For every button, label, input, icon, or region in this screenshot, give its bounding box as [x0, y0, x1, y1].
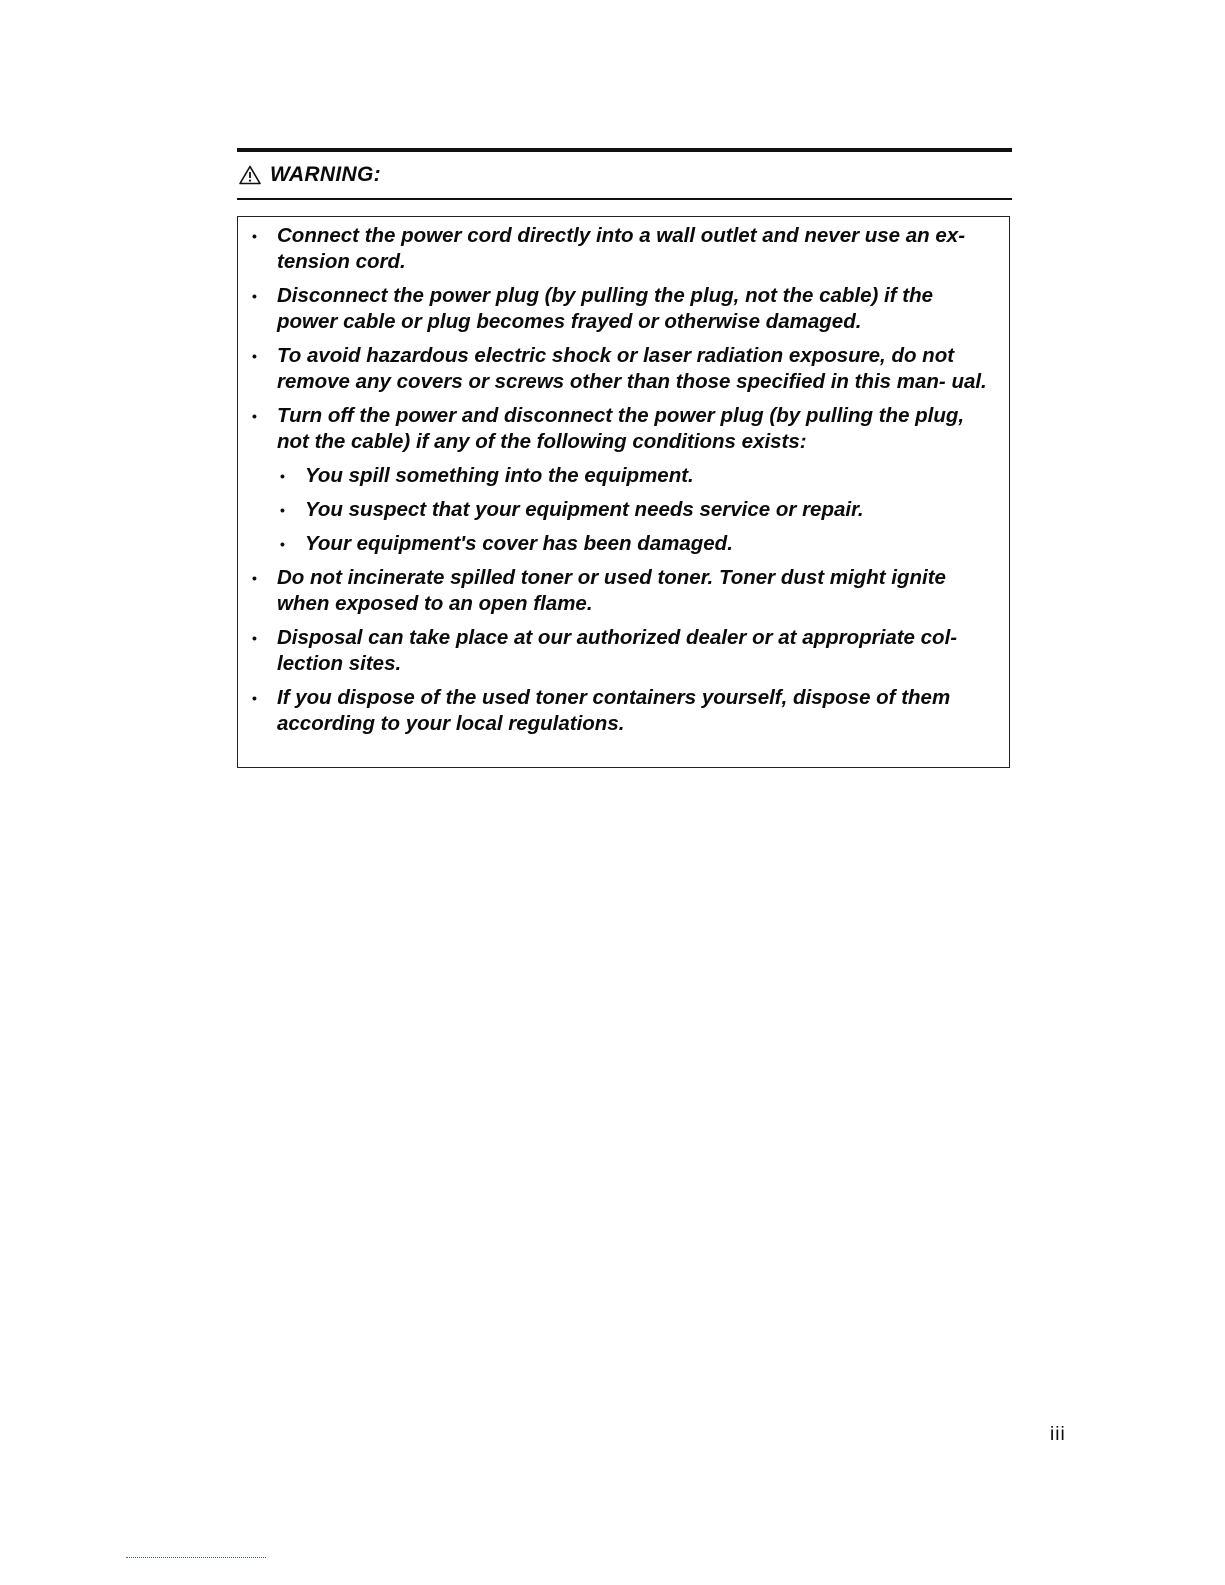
warning-item-text: Turn off the power and disconnect the power plug (by pulling the plug, not the cable) if any of the following conditions exists: — [277, 404, 965, 453]
condition-item — [277, 497, 995, 523]
warning-item-text: If you dispose of the used toner containers yourself, dispose of them according to your local regulations. — [277, 686, 951, 735]
warning-title: WARNING: — [270, 163, 381, 186]
warning-item — [238, 685, 1009, 737]
warning-triangle-icon — [239, 165, 261, 185]
warning-item — [238, 283, 1009, 335]
condition-item — [277, 531, 995, 557]
warning-item — [238, 565, 1009, 617]
warning-heading — [239, 160, 381, 190]
condition-item-text: Your equipment's cover has been damaged. — [305, 532, 733, 555]
condition-item-text: You spill something into the equipment. — [305, 464, 694, 487]
bullet-icon: • — [280, 502, 285, 518]
bullet-icon: • — [280, 468, 285, 484]
warning-box — [237, 216, 1010, 768]
warning-item-text: Connect the power cord directly into a wall outlet and never use an ex- tension cord. — [277, 224, 966, 273]
warning-item — [238, 223, 1009, 275]
warning-item — [238, 403, 1009, 557]
bullet-icon: • — [252, 690, 257, 706]
top-rule — [237, 148, 1012, 152]
bullet-icon: • — [252, 630, 257, 646]
warning-item-text: Do not incinerate spilled toner or used toner. Toner dust might ignite when exposed to an open flame. — [277, 566, 946, 615]
heading-rule — [237, 198, 1012, 200]
condition-item-text: You suspect that your equipment needs service or repair. — [305, 498, 864, 521]
warning-list — [238, 223, 1009, 745]
condition-list — [277, 463, 995, 557]
warning-item-text: Disposal can take place at our authorized dealer or at appropriate col- lection sites. — [277, 626, 958, 675]
warning-item — [238, 343, 1009, 395]
warning-item-text: To avoid hazardous electric shock or laser radiation exposure, do not remove any covers or screws other than those specified in this man- ual. — [277, 344, 987, 393]
bullet-icon: • — [252, 570, 257, 586]
bullet-icon: • — [252, 228, 257, 244]
bullet-icon: • — [252, 348, 257, 364]
condition-item — [277, 463, 995, 489]
bullet-icon: • — [252, 408, 257, 424]
warning-item — [238, 625, 1009, 677]
bullet-icon: • — [252, 288, 257, 304]
warning-item-text: Disconnect the power plug (by pulling the plug, not the cable) if the power cable or plug becomes frayed or otherwise damaged. — [277, 284, 933, 333]
page-number: iii — [1050, 1424, 1066, 1445]
footer-divider — [126, 1557, 266, 1558]
bullet-icon: • — [280, 536, 285, 552]
